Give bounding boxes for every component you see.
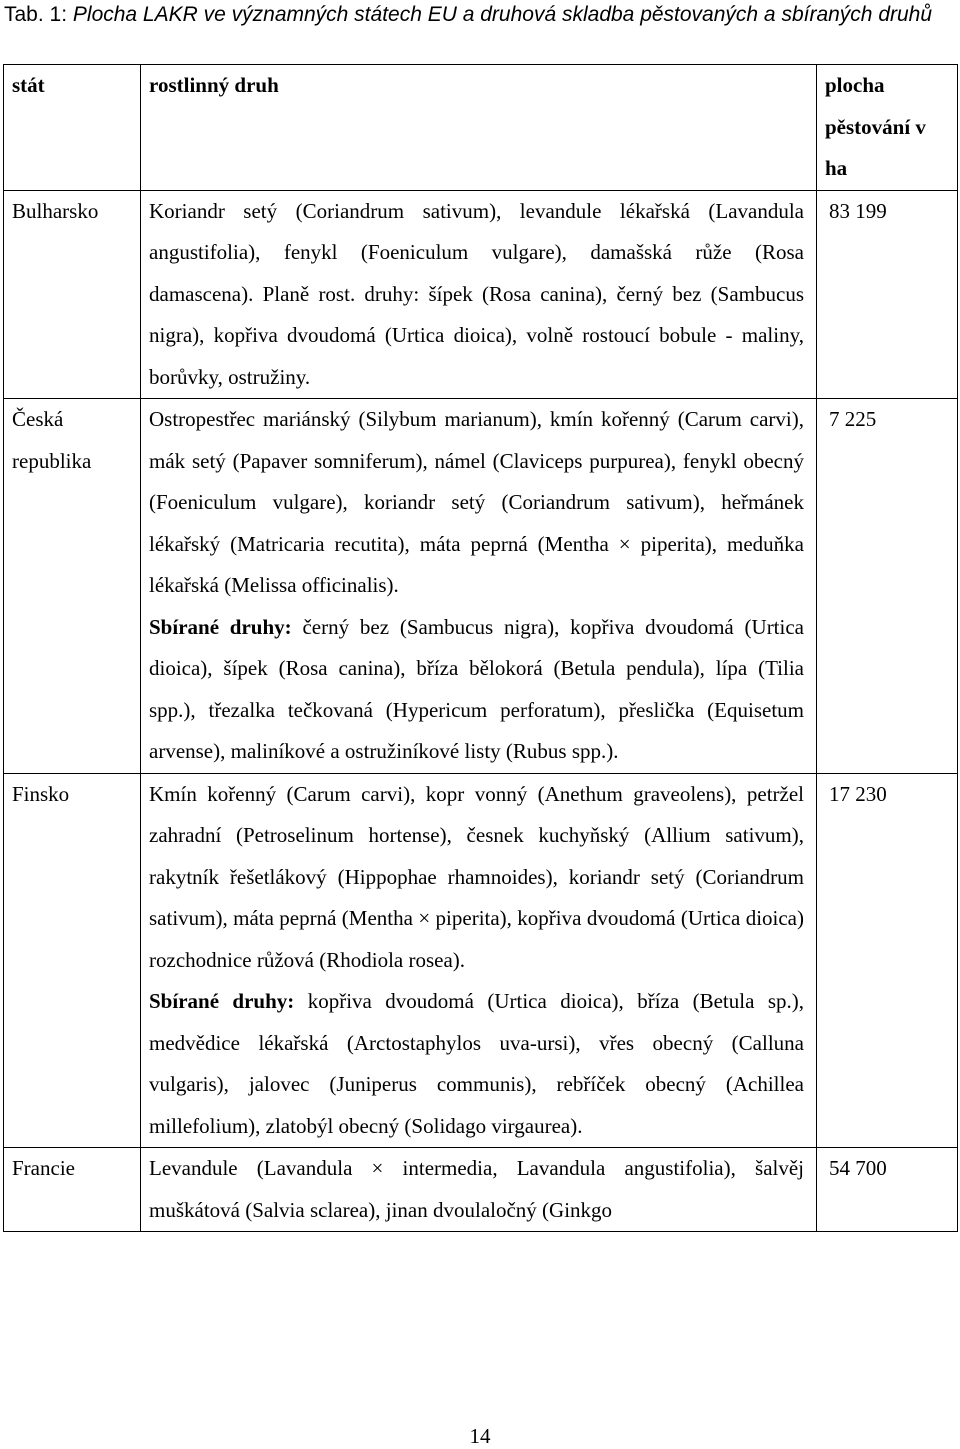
area-cell: 54 700 (817, 1148, 958, 1232)
state-cell: Bulharsko (4, 190, 141, 399)
table-row (4, 190, 958, 399)
header-area: plocha pěstování v ha (817, 65, 958, 191)
caption-text: Plocha LAKR ve významných státech EU a druhová skladba pěstovaných a sbíraných druhů (72, 3, 933, 26)
caption-label: Tab. 1: (4, 3, 68, 26)
cultivated-species: Ostropestřec mariánský (Silybum marianum), kmín kořenný (Carum carvi), mák setý (Papaver somniferum), námel (Claviceps purpurea), fenykl obecný (Foeniculum vulgare), koriandr setý (Coriandrum sativum), heřmánek lékařský (Matricaria recutita), máta peprná (Mentha × piperita), meduňka lékařská (Melissa officinalis). (149, 407, 804, 597)
area-cell: 17 230 (817, 773, 958, 1148)
species-cell (141, 773, 817, 1148)
collected-species-label: Sbírané druhy: (149, 614, 292, 639)
table-caption (4, 0, 954, 30)
species-table (3, 64, 958, 1232)
area-cell: 7 225 (817, 399, 958, 774)
area-cell: 83 199 (817, 190, 958, 399)
table-row (4, 399, 958, 774)
collected-species: kopřiva dvoudomá (Urtica dioica), bříza (Betula sp.), medvědice lékařská (Arctostaphylos uva-ursi), vřes obecný (Calluna vulgaris), jalovec (Juniperus communis), rebříček obecný (Achillea millefolium), zlatobýl obecný (Solidago virgaurea). (149, 989, 805, 1138)
table-header-row (4, 65, 958, 191)
table-row (4, 773, 958, 1148)
collected-species-paragraph (149, 981, 804, 1147)
header-state: stát (4, 65, 141, 191)
species-cell (141, 190, 817, 399)
cultivated-species: Koriandr setý (Coriandrum sativum), levandule lékařská (Lavandula angustifolia), fenykl (Foeniculum vulgare), damašská růže (Rosa damascena). Planě rost. druhy: šípek (Rosa canina), černý bez (Sambucus nigra), kopřiva dvoudomá (Urtica dioica), volně rostoucí bobule - maliny, borůvky, ostružiny. (149, 198, 804, 389)
state-cell: Francie (4, 1148, 141, 1232)
state-cell: Finsko (4, 773, 141, 1148)
table-row (4, 1148, 958, 1232)
species-cell (141, 399, 817, 774)
species-cell (141, 1148, 817, 1232)
header-species: rostlinný druh (141, 65, 817, 191)
cultivated-species: Kmín kořenný (Carum carvi), kopr vonný (Anethum graveolens), petržel zahradní (Petroselinum hortense), česnek kuchyňský (Allium sativum), rakytník řešetlákový (Hippophae rhamnoides), koriandr setý (Coriandrum sativum), máta peprná (Mentha × piperita), kopřiva dvoudomá (Urtica dioica) rozchodnice růžová (Rhodiola rosea). (149, 781, 804, 972)
collected-species-label: Sbírané druhy: (149, 989, 295, 1013)
collected-species: černý bez (Sambucus nigra), kopřiva dvoudomá (Urtica dioica), šípek (Rosa canina), bříza bělokorá (Betula pendula), lípa (Tilia spp.), třezalka tečkovaná (Hypericum perforatum), přeslička (Equisetum arvense), maliníkové a ostružiníkové listy (Rubus spp.). (149, 614, 804, 763)
state-cell: Česká republika (4, 399, 141, 774)
cultivated-species: Levandule (Lavandula × intermedia, Lavandula angustifolia), šalvěj muškátová (Salvia sclarea), jinan dvoulaločný (Ginkgo (149, 1156, 804, 1222)
collected-species-paragraph (149, 607, 804, 773)
page-number: 14 (469, 1424, 491, 1448)
